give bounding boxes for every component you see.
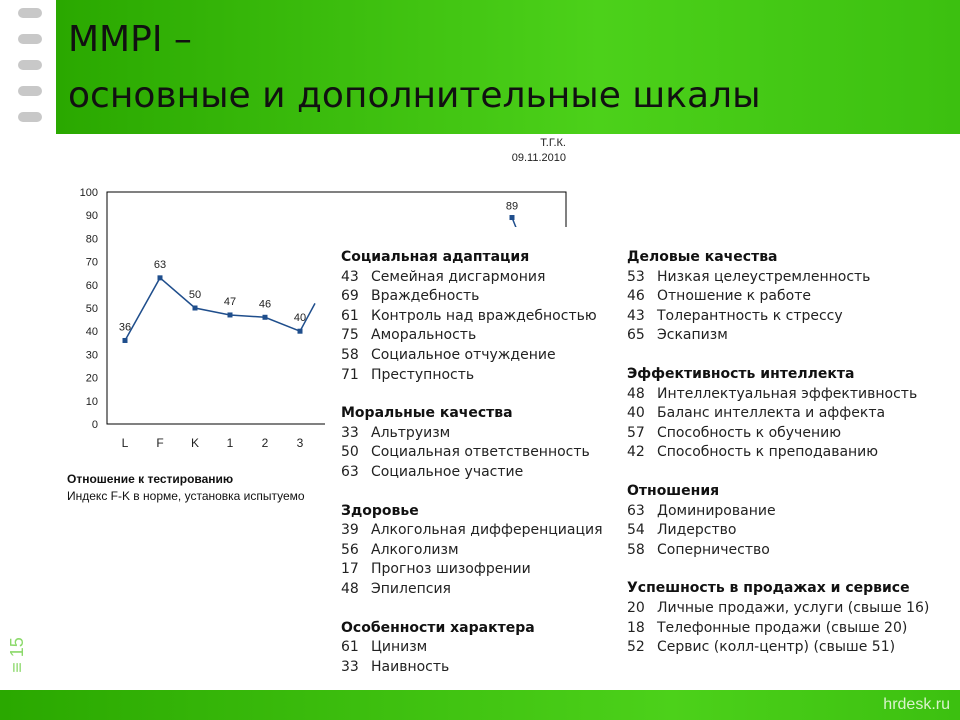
scale-group <box>341 404 603 482</box>
scale-name: Альтруизм <box>371 424 451 441</box>
scale-score: 58 <box>341 346 359 363</box>
scale-row <box>627 638 929 658</box>
y-tick-label: 0 <box>91 419 98 431</box>
slide-number: ≡ 15 <box>6 637 27 673</box>
scale-name: Наивность <box>371 658 450 675</box>
scale-row <box>627 268 929 288</box>
data-label: 89 <box>505 200 519 213</box>
scale-name: Социальная ответственность <box>371 444 590 461</box>
scale-group <box>627 365 929 463</box>
data-label: 40 <box>293 312 307 325</box>
data-point <box>123 338 128 343</box>
scale-score: 54 <box>627 522 645 539</box>
scale-row <box>627 404 929 424</box>
scale-name: Аморальность <box>371 327 477 344</box>
scale-name: Личные продажи, услуги (свыше 16) <box>657 599 930 616</box>
scale-score: 61 <box>341 307 359 324</box>
decorative-strip <box>0 0 56 134</box>
scale-row <box>627 424 929 444</box>
scale-score: 43 <box>341 268 359 285</box>
scale-group-title: Отношения <box>627 482 720 499</box>
scale-name: Социальное отчуждение <box>371 346 556 363</box>
scale-group-title: Успешность в продажах и сервисе <box>627 580 910 597</box>
decorative-dash <box>18 8 42 18</box>
scale-row <box>341 326 603 346</box>
y-tick-label: 80 <box>85 233 98 246</box>
y-tick-label: 70 <box>85 256 98 269</box>
scale-name: Лидерство <box>657 522 737 539</box>
scale-row <box>627 326 929 346</box>
scale-group-title: Эффективность интеллекта <box>627 365 855 382</box>
scale-name: Семейная дисгармония <box>371 268 546 285</box>
data-label: 50 <box>188 289 202 301</box>
data-point <box>193 306 198 311</box>
page-title: MMPI – <box>68 19 192 60</box>
scale-score: 40 <box>627 405 645 422</box>
scale-group <box>627 482 929 560</box>
scale-row <box>341 268 603 288</box>
scale-row <box>627 521 929 541</box>
scale-score: 56 <box>341 541 359 558</box>
scale-group-title: Особенности характера <box>341 619 535 636</box>
scale-score: 33 <box>341 424 359 441</box>
scale-name: Алкоголизм <box>371 541 459 558</box>
footer-bar <box>0 690 960 720</box>
scale-row <box>341 560 603 580</box>
chart-date: 09.11.2010 <box>511 152 566 164</box>
scale-name: Сервис (колл-центр) (свыше 51) <box>657 639 896 656</box>
decorative-dash <box>18 112 42 122</box>
test-attitude-title: Отношение к тестированию <box>67 472 234 486</box>
scale-row <box>341 580 603 600</box>
scale-row <box>341 346 603 366</box>
scale-row <box>341 638 603 658</box>
scale-row <box>627 287 929 307</box>
scale-name: Способность к обучению <box>657 424 841 441</box>
y-tick-label: 50 <box>85 303 98 315</box>
scale-group <box>341 502 603 600</box>
data-point <box>298 329 303 334</box>
scale-name: Алкогольная дифференциация <box>371 522 603 539</box>
scale-score: 57 <box>627 424 645 441</box>
scale-row <box>341 541 603 561</box>
scale-row <box>341 443 603 463</box>
x-tick-label: 2 <box>261 436 269 450</box>
scales-column-right <box>627 248 929 677</box>
decorative-dash <box>18 86 42 96</box>
scale-name: Эскапизм <box>657 327 728 344</box>
scale-name: Толерантность к стрессу <box>657 307 843 324</box>
scale-score: 71 <box>341 366 359 383</box>
scale-score: 43 <box>627 307 645 324</box>
scale-score: 52 <box>627 639 645 656</box>
scale-name: Интеллектуальная эффективность <box>657 385 918 402</box>
scale-score: 75 <box>341 327 359 344</box>
data-point <box>263 315 268 320</box>
scale-name: Цинизм <box>371 639 428 656</box>
scale-name: Эпилепсия <box>371 580 451 597</box>
scale-row <box>341 424 603 444</box>
data-label: 47 <box>223 295 237 308</box>
scale-row <box>341 287 603 307</box>
scale-row <box>341 463 603 483</box>
scale-row <box>627 307 929 327</box>
y-tick-label: 30 <box>85 349 98 362</box>
scale-row <box>627 385 929 405</box>
scale-row <box>341 307 603 327</box>
scale-group <box>627 579 929 657</box>
y-tick-label: 90 <box>85 210 98 223</box>
scale-group-title: Деловые качества <box>627 249 778 265</box>
watermark: hrdesk.ru <box>883 696 950 713</box>
scale-group-title: Социальная адаптация <box>341 249 530 265</box>
scale-group-title: Моральные качества <box>341 405 513 422</box>
chart-author: Т.Г.К. <box>540 137 566 149</box>
x-tick-label: 1 <box>226 436 234 450</box>
scale-name: Социальное участие <box>371 463 524 480</box>
y-tick-label: 60 <box>85 279 98 292</box>
scale-row <box>627 541 929 561</box>
scale-row <box>627 599 929 619</box>
decorative-dash <box>18 60 42 70</box>
scale-row <box>341 658 603 678</box>
data-point <box>510 215 515 220</box>
scale-name: Преступность <box>371 366 475 383</box>
scale-name: Прогноз шизофрении <box>371 561 531 578</box>
x-tick-label: 3 <box>296 436 304 450</box>
scale-name: Способность к преподаванию <box>657 444 879 461</box>
scale-score: 61 <box>341 639 359 656</box>
y-tick-label: 10 <box>85 395 98 408</box>
scale-row <box>341 366 603 386</box>
y-tick-label: 40 <box>85 326 98 339</box>
scale-score: 42 <box>627 444 645 461</box>
scales-column-left <box>341 248 603 696</box>
scale-name: Отношение к работе <box>657 288 811 305</box>
scale-score: 39 <box>341 522 359 539</box>
scale-name: Контроль над враждебностью <box>371 307 597 324</box>
scale-name: Телефонные продажи (свыше 20) <box>657 619 908 636</box>
data-label: 36 <box>118 321 132 334</box>
scale-name: Низкая целеустремленность <box>657 268 871 285</box>
scale-row <box>627 619 929 639</box>
scale-group <box>341 248 603 385</box>
scale-score: 17 <box>341 561 359 578</box>
decorative-dash <box>18 34 42 44</box>
scale-score: 65 <box>627 327 645 344</box>
data-point <box>228 312 233 317</box>
scale-group-title: Здоровье <box>341 502 419 519</box>
scale-score: 63 <box>341 463 359 480</box>
scale-score: 46 <box>627 288 645 305</box>
data-label: 63 <box>153 258 167 271</box>
scale-name: Соперничество <box>657 541 770 558</box>
scale-group <box>627 248 929 346</box>
x-tick-label: K <box>190 436 200 450</box>
scale-row <box>627 502 929 522</box>
scale-score: 33 <box>341 658 359 675</box>
scale-score: 63 <box>627 502 645 519</box>
scale-name: Баланс интеллекта и аффекта <box>657 405 886 422</box>
x-tick-label: F <box>156 436 164 450</box>
scale-score: 69 <box>341 288 359 305</box>
data-point <box>158 275 163 280</box>
page-subtitle: основные и дополнительные шкалы <box>68 75 761 116</box>
scale-score: 18 <box>627 619 645 636</box>
scale-score: 58 <box>627 541 645 558</box>
y-tick-label: 20 <box>85 372 98 385</box>
x-tick-label: L <box>121 436 129 450</box>
scale-score: 20 <box>627 599 645 616</box>
scale-row <box>341 521 603 541</box>
series-line <box>125 278 315 341</box>
y-tick-label: 100 <box>79 187 98 199</box>
scale-row <box>627 443 929 463</box>
scale-name: Враждебность <box>371 288 480 305</box>
scale-score: 48 <box>627 385 645 402</box>
data-label: 46 <box>258 298 272 311</box>
scale-score: 53 <box>627 268 645 285</box>
test-attitude-text: Индекс F-K в норме, установка испытуемо <box>67 489 305 503</box>
scale-score: 48 <box>341 580 359 597</box>
scale-name: Доминирование <box>657 502 776 519</box>
scale-score: 50 <box>341 444 359 461</box>
scale-group <box>341 619 603 678</box>
